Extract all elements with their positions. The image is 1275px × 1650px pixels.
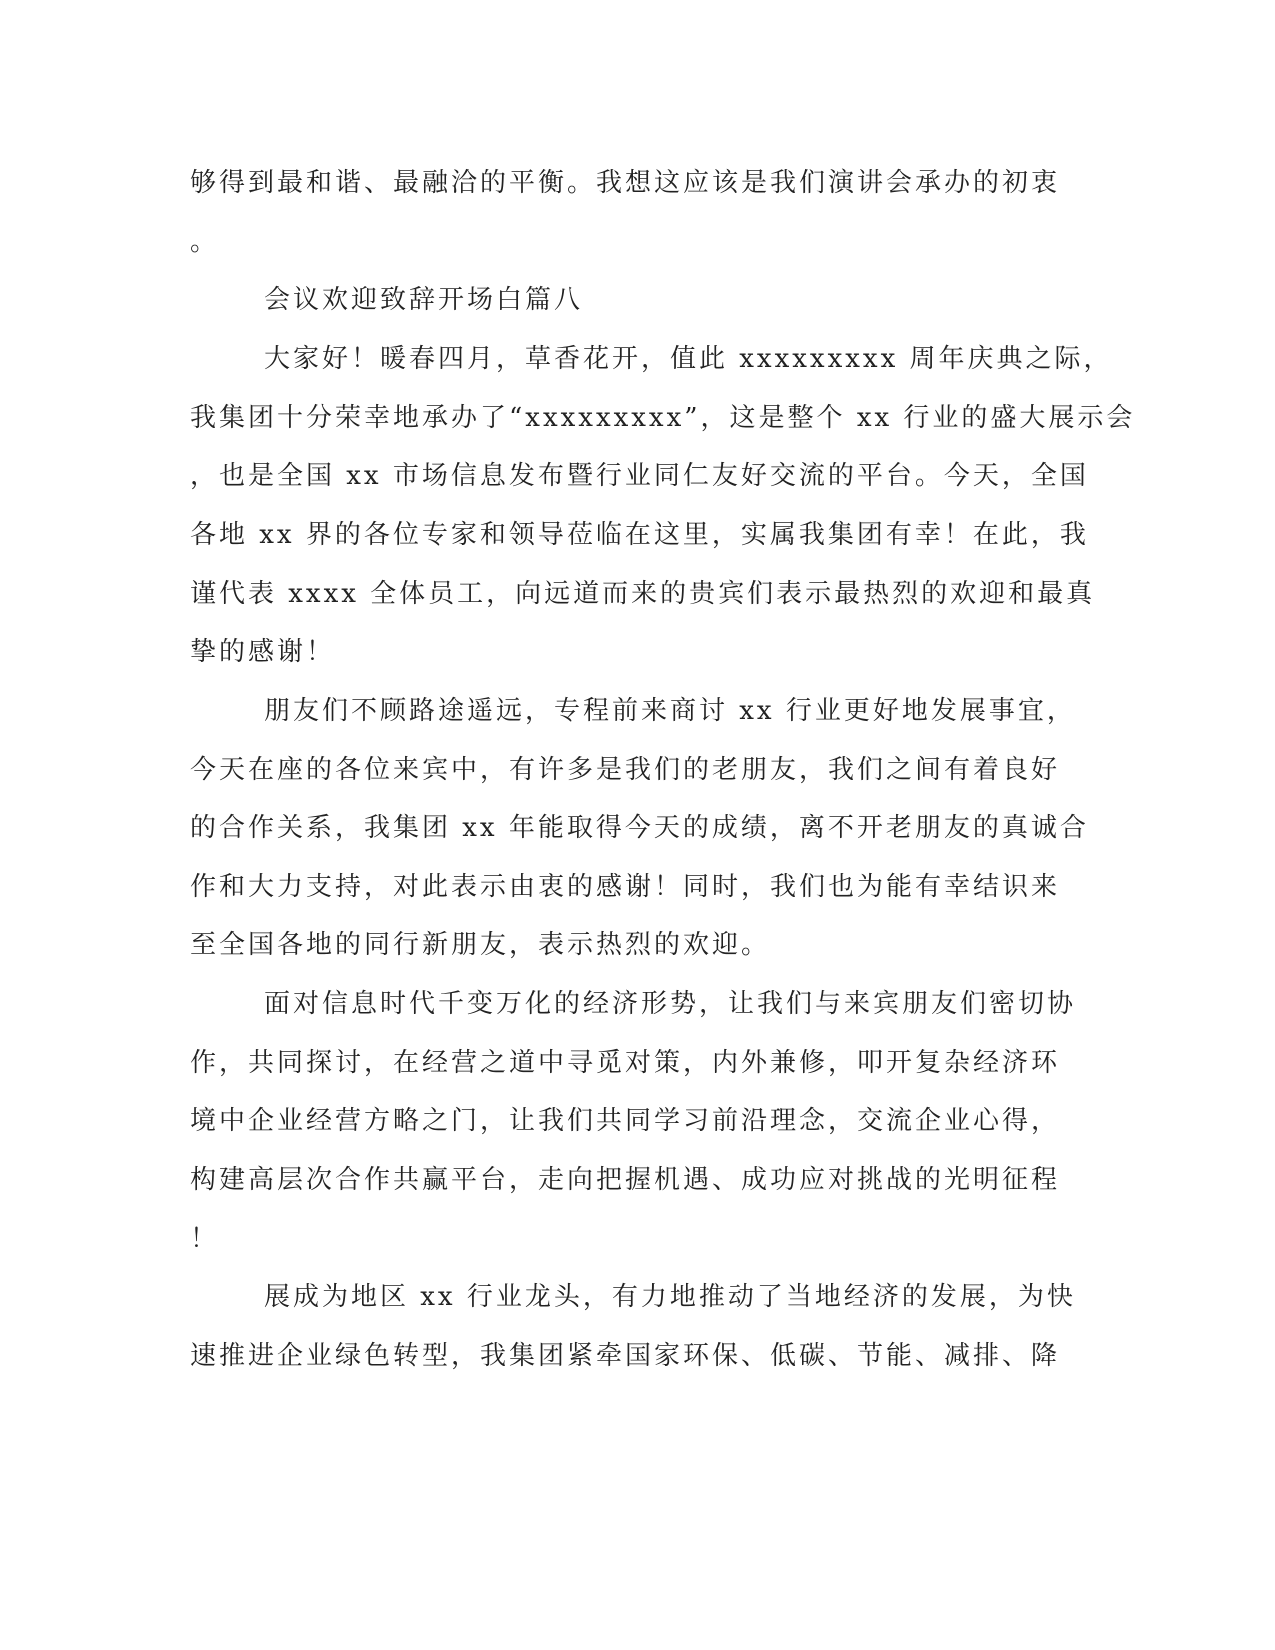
text-line: 朋友们不顾路途遥远，专程前来商讨 xx 行业更好地发展事宜， <box>264 696 1076 726</box>
text-line: 各地 xx 界的各位专家和领导莅临在这里，实属我集团有幸！在此，我 <box>190 520 1089 550</box>
text-line: 挚的感谢！ <box>190 637 336 667</box>
text-line: 大家好！暖春四月，草香花开，值此 xxxxxxxxx 周年庆典之际， <box>264 344 1113 374</box>
text-line: 的合作关系，我集团 xx 年能取得今天的成绩，离不开老朋友的真诚合 <box>190 813 1089 843</box>
text-line: ！ <box>190 1224 220 1254</box>
text-line: 至全国各地的同行新朋友，表示热烈的欢迎。 <box>190 930 771 960</box>
text-line: 面对信息时代千变万化的经济形势，让我们与来宾朋友们密切协 <box>264 989 1077 1019</box>
text-line: 今天在座的各位来宾中，有许多是我们的老朋友，我们之间有着良好 <box>190 755 1061 785</box>
text-line: 速推进企业绿色转型，我集团紧牵国家环保、低碳、节能、减排、降 <box>190 1341 1061 1371</box>
text-line: 展成为地区 xx 行业龙头，有力地推动了当地经济的发展，为快 <box>264 1282 1076 1312</box>
text-line: 构建高层次合作共赢平台，走向把握机遇、成功应对挑战的光明征程 <box>190 1165 1061 1195</box>
text-line: 作，共同探讨，在经营之道中寻觅对策，内外兼修，叩开复杂经济环 <box>190 1048 1061 1078</box>
text-line: 作和大力支持，对此表示由衷的感谢！同时，我们也为能有幸结识来 <box>190 872 1061 902</box>
text-line: 境中企业经营方略之门，让我们共同学习前沿理念，交流企业心得， <box>190 1106 1061 1136</box>
text-line: 。 <box>190 227 220 257</box>
section-heading: 会议欢迎致辞开场白篇八 <box>264 285 584 315</box>
text-line: 够得到最和谐、最融洽的平衡。我想这应该是我们演讲会承办的初衷 <box>190 168 1061 198</box>
text-line: ，也是全国 xx 市场信息发布暨行业同仁友好交流的平台。今天，全国 <box>190 461 1089 491</box>
text-line: 谨代表 xxxx 全体员工，向远道而来的贵宾们表示最热烈的欢迎和最真 <box>190 579 1096 609</box>
text-line: 我集团十分荣幸地承办了“xxxxxxxxx”，这是整个 xx 行业的盛大展示会 <box>190 403 1136 433</box>
